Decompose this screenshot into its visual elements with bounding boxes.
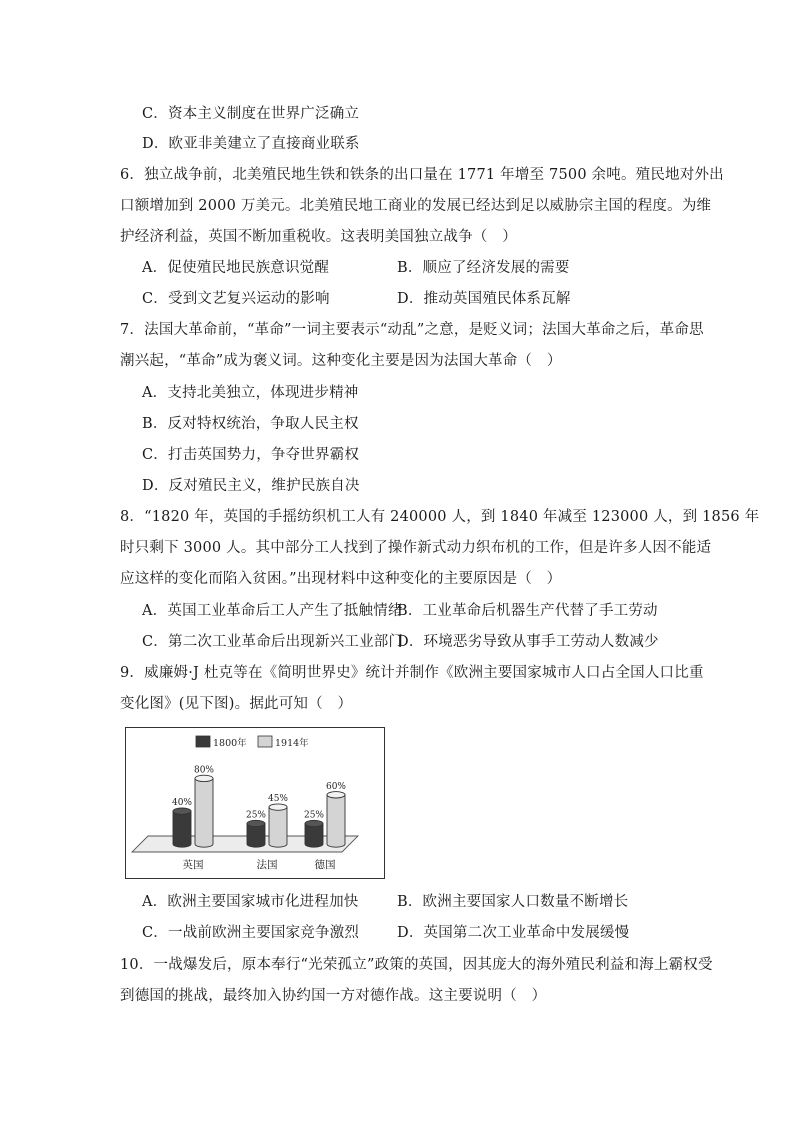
data-label: 60% bbox=[325, 781, 347, 792]
legend-label: 1914年 bbox=[275, 738, 309, 749]
q6-option-c: C．受到文艺复兴运动的影响 bbox=[142, 291, 330, 307]
q8-stem-line-1: 8．“1820 年，英国的手摇纺织机工人有 240000 人，到 1840 年减至 123000 人，到 1856 年 bbox=[120, 509, 760, 525]
category-label: 法国 bbox=[256, 859, 278, 871]
data-label: 45% bbox=[267, 794, 289, 805]
q10-stem-line-1: 10．一战爆发后，原本奉行“光荣孤立”政策的英国，因其庞大的海外殖民利益和海上霸权受 bbox=[120, 957, 713, 973]
category-label: 德国 bbox=[314, 859, 336, 871]
legend-swatch bbox=[258, 736, 272, 747]
q9-stem-line-2: 变化图》(见下图)。据此可知（ ） bbox=[120, 696, 353, 712]
chart-floor bbox=[132, 836, 358, 852]
data-label: 25% bbox=[303, 810, 325, 821]
q8-option-a: A．英国工业革命后工人产生了抵触情绪 bbox=[142, 603, 403, 619]
q8-stem-line-2: 时只剩下 3000 人。其中部分工人找到了操作新式动力织布机的工作，但是许多人因不能适 bbox=[120, 540, 712, 556]
q9-option-b: B．欧洲主要国家人口数量不断增长 bbox=[397, 894, 629, 910]
q6-option-a: A．促使殖民地民族意识觉醒 bbox=[142, 260, 330, 276]
q10-stem-line-2: 到德国的挑战，最终加入协约国一方对德作战。这主要说明（ ） bbox=[120, 988, 547, 1004]
urban-population-chart bbox=[125, 727, 385, 879]
q8-stem-line-3: 应这样的变化而陷入贫困。”出现材料中这种变化的主要原因是（ ） bbox=[120, 571, 562, 587]
q6-stem-line-1: 6．独立战争前，北美殖民地生铁和铁条的出口量在 1771 年增至 7500 余吨。殖民地对外出 bbox=[120, 167, 724, 183]
q6-option-d: D．推动英国殖民体系瓦解 bbox=[397, 291, 571, 307]
bar-top-英国-1800年 bbox=[173, 808, 191, 814]
bar-top-法国-1800年 bbox=[247, 820, 265, 826]
legend-label: 1800年 bbox=[213, 738, 247, 749]
data-label: 80% bbox=[193, 765, 215, 776]
data-label: 40% bbox=[171, 798, 193, 809]
q6-stem-line-3: 护经济利益，英国不断加重税收。这表明美国独立战争（ ） bbox=[120, 229, 517, 245]
chart-svg bbox=[126, 728, 386, 880]
q7-stem-line-2: 潮兴起，“革命”成为褒义词。这种变化主要是因为法国大革命（ ） bbox=[120, 353, 562, 369]
q9-option-a: A．欧洲主要国家城市化进程加快 bbox=[142, 894, 359, 910]
q9-option-c: C．一战前欧洲主要国家竞争激烈 bbox=[142, 925, 360, 941]
q5-option-d: D．欧亚非美建立了直接商业联系 bbox=[142, 136, 360, 152]
q6-stem-line-2: 口额增加到 2000 万美元。北美殖民地工商业的发展已经达到足以威胁宗主国的程度。为维 bbox=[120, 198, 712, 214]
q8-option-c: C．第二次工业革命后出现新兴工业部门 bbox=[142, 634, 404, 650]
q9-stem-line-1: 9．威廉姆·J 杜克等在《简明世界史》统计并制作《欧洲主要国家城市人口占全国人口比重 bbox=[120, 665, 704, 681]
bar-英国-1914年 bbox=[195, 778, 213, 847]
q5-option-c: C．资本主义制度在世界广泛确立 bbox=[142, 106, 360, 122]
q7-stem-line-1: 7．法国大革命前，“革命”一词主要表示“动乱”之意，是贬义词；法国大革命之后，革命思 bbox=[120, 322, 704, 338]
q8-option-d: D．环境恶劣导致从事手工劳动人数减少 bbox=[397, 634, 659, 650]
q7-option-a: A．支持北美独立，体现进步精神 bbox=[142, 385, 359, 401]
bar-德国-1914年 bbox=[327, 795, 345, 847]
category-label: 英国 bbox=[182, 859, 204, 871]
bar-top-法国-1914年 bbox=[269, 804, 287, 810]
bar-英国-1800年 bbox=[173, 811, 191, 847]
q6-option-b: B．顺应了经济发展的需要 bbox=[397, 260, 570, 276]
q7-option-d: D．反对殖民主义，维护民族自决 bbox=[142, 478, 360, 494]
legend-swatch bbox=[196, 736, 210, 747]
q7-option-b: B．反对特权统治，争取人民主权 bbox=[142, 416, 359, 432]
bar-法国-1914年 bbox=[269, 807, 287, 847]
data-label: 25% bbox=[245, 810, 267, 821]
bar-top-德国-1800年 bbox=[305, 820, 323, 826]
q9-option-d: D．英国第二次工业革命中发展缓慢 bbox=[397, 925, 630, 941]
q7-option-c: C．打击英国势力，争夺世界霸权 bbox=[142, 447, 360, 463]
q8-option-b: B．工业革命后机器生产代替了手工劳动 bbox=[397, 603, 658, 619]
bar-top-英国-1914年 bbox=[195, 775, 213, 781]
bar-top-德国-1914年 bbox=[327, 792, 345, 798]
